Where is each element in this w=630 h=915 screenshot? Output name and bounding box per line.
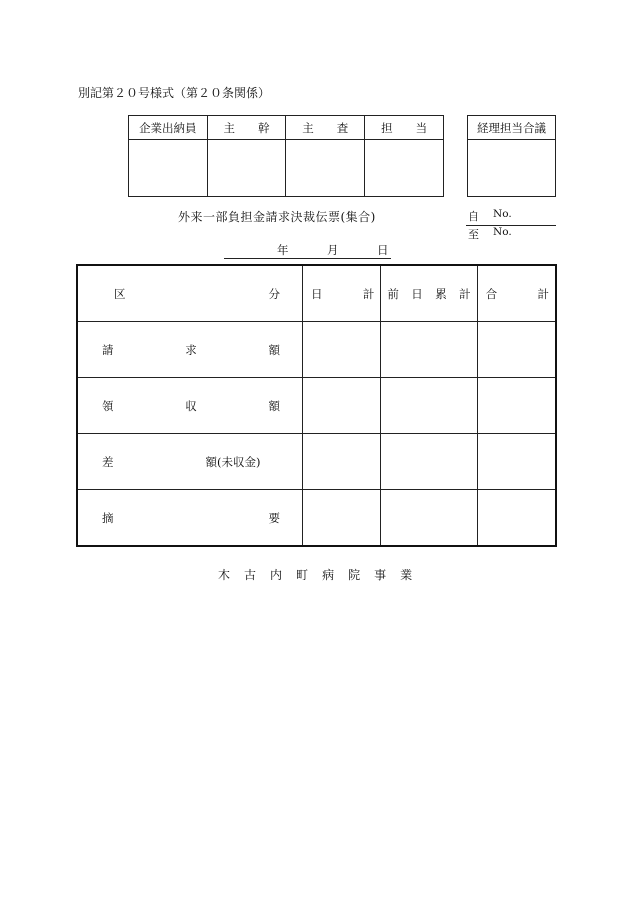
cell-input[interactable] — [303, 490, 381, 547]
approval-stamp-cell[interactable] — [129, 140, 208, 197]
billing-table — [76, 264, 557, 547]
approval-header-chief: 主 幹 — [207, 116, 286, 140]
header-grand-total: 合 計 — [477, 265, 556, 322]
table-row — [77, 322, 556, 378]
approval-header-treasurer: 企業出納員 — [129, 116, 208, 140]
row-label-billed: 請 求 額 — [77, 322, 303, 378]
approval-header-inspector: 主 査 — [286, 116, 365, 140]
from-label: 自 — [468, 210, 479, 223]
year-label: 年 — [277, 243, 289, 257]
row-label-difference: 差 額(未収金) — [77, 434, 303, 490]
accounting-consultation-header: 経理担当合議 — [468, 116, 556, 140]
to-no-label: No. — [493, 226, 512, 238]
day-label: 日 — [377, 243, 389, 257]
cell-input[interactable] — [381, 434, 477, 490]
cell-input[interactable] — [477, 434, 556, 490]
cell-input[interactable] — [381, 378, 477, 434]
organization-name: 木 古 内 町 病 院 事 業 — [218, 568, 413, 582]
approval-stamp-cell[interactable] — [286, 140, 365, 197]
cell-input[interactable] — [381, 322, 477, 378]
row-label-summary: 摘 要 — [77, 490, 303, 547]
cell-input[interactable] — [381, 490, 477, 547]
header-category: 区 分 — [77, 265, 303, 322]
to-label: 至 — [468, 228, 479, 241]
approval-stamp-cell[interactable] — [207, 140, 286, 197]
form-number-label: 別記第２０号様式（第２０条関係） — [78, 86, 271, 100]
table-row — [77, 434, 556, 490]
accounting-consultation-table — [467, 115, 556, 197]
table-header-row — [77, 265, 556, 322]
cell-input[interactable] — [477, 490, 556, 547]
cell-input[interactable] — [477, 378, 556, 434]
cell-input[interactable] — [477, 322, 556, 378]
number-range-block — [466, 208, 556, 243]
header-previous-cumulative: 前 日 累 計 — [381, 265, 477, 322]
month-label: 月 — [327, 243, 339, 257]
date-field[interactable] — [224, 242, 391, 259]
approval-stamp-table — [128, 115, 444, 197]
cell-input[interactable] — [303, 434, 381, 490]
header-daily-total: 日 計 — [303, 265, 381, 322]
table-row — [77, 490, 556, 547]
row-label-received: 領 収 額 — [77, 378, 303, 434]
cell-input[interactable] — [303, 322, 381, 378]
cell-input[interactable] — [303, 378, 381, 434]
from-no-label: No. — [493, 208, 512, 220]
approval-stamp-cell[interactable] — [365, 140, 444, 197]
approval-header-staff: 担 当 — [365, 116, 444, 140]
table-row — [77, 378, 556, 434]
accounting-stamp-cell[interactable] — [468, 140, 556, 197]
document-title: 外来一部負担金請求決裁伝票(集合) — [178, 210, 376, 224]
